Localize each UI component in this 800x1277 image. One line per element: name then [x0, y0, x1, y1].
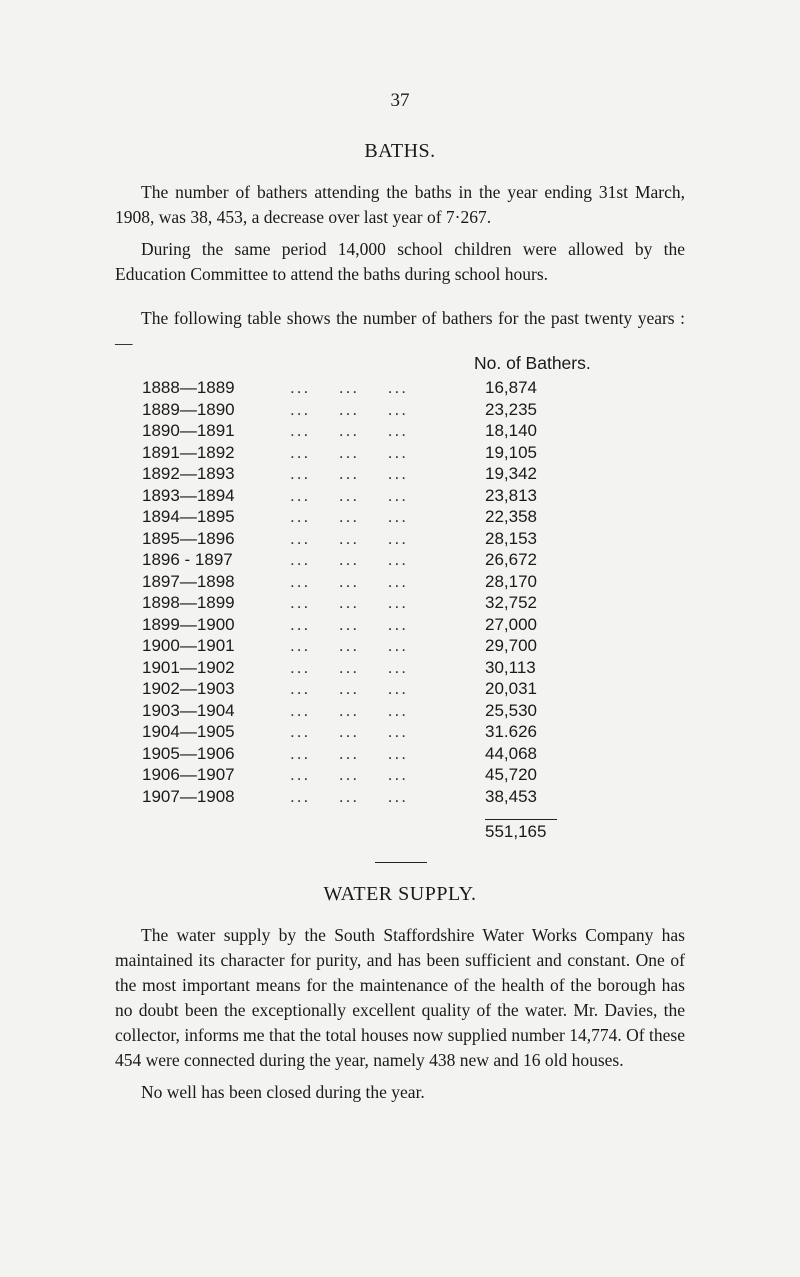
- table-row: [142, 506, 682, 528]
- table-row: [142, 721, 682, 743]
- table-row-year: 1895—1896: [142, 528, 235, 548]
- total-rule: [485, 819, 557, 820]
- table-row-bathers: 38,453: [485, 786, 537, 806]
- table-row-leader-dots: ... ... ...: [290, 485, 408, 505]
- table-row-bathers: 26,672: [485, 550, 537, 569]
- table-row-leader-dots: ... ... ...: [290, 550, 408, 569]
- table-row: [142, 420, 682, 442]
- table-row-bathers: 31.626: [485, 722, 537, 741]
- table-row-bathers: 18,140: [485, 421, 537, 440]
- table-row: [142, 657, 682, 679]
- table-row-year: 1892—1893: [142, 464, 235, 483]
- bathers-total: 551,165: [485, 822, 547, 841]
- table-row-bathers: 28,170: [485, 571, 537, 591]
- table-row: [142, 442, 682, 464]
- table-row-leader-dots: ... ... ...: [290, 442, 408, 462]
- table-row-bathers: 16,874: [485, 378, 537, 397]
- table-row-bathers: 19,105: [485, 442, 537, 462]
- table-row-leader-dots: ... ... ...: [290, 507, 408, 526]
- table-row-bathers: 29,700: [485, 636, 537, 655]
- table-row-bathers: 25,530: [485, 700, 537, 720]
- bathers-table-rows: [142, 377, 682, 807]
- water-supply-paragraph-1: The water supply by the South Staffordshire Water Works Company has maintained its character for purity, and has been sufficient and constant. One of the most important means for the maintenance of the health of the borough has no doubt been the exceptionally excellent quality of the water. Mr. Davies, the collector, informs me that the total houses now supplied number 14,774. Of these 454 were connected during the year, namely 438 new and 16 old houses.: [115, 925, 685, 1070]
- table-row: [142, 485, 682, 507]
- table-row-leader-dots: ... ... ...: [290, 722, 408, 741]
- table-row-leader-dots: ... ... ...: [290, 571, 408, 591]
- table-row: [142, 614, 682, 636]
- table-row-leader-dots: ... ... ...: [290, 765, 408, 784]
- table-row-leader-dots: ... ... ...: [290, 786, 408, 806]
- table-row-year: 1899—1900: [142, 614, 235, 634]
- table-row-year: 1901—1902: [142, 657, 235, 677]
- table-row-year: 1905—1906: [142, 743, 235, 763]
- page-number: 37: [390, 90, 410, 111]
- table-row-leader-dots: ... ... ...: [290, 679, 408, 698]
- table-row: [142, 700, 682, 722]
- table-row-year: 1889—1890: [142, 399, 235, 419]
- table-row: [142, 786, 682, 808]
- table-row: [142, 635, 682, 657]
- table-row-year: 1891—1892: [142, 442, 235, 462]
- baths-paragraph-1: The number of bathers attending the baths in the year ending 31st March, 1908, was 38, 453, a decrease over last year of 7·267.: [115, 182, 685, 227]
- table-row: [142, 592, 682, 614]
- table-row-year: 1898—1899: [142, 593, 235, 612]
- table-row-year: 1888—1889: [142, 378, 235, 397]
- table-row-year: 1903—1904: [142, 700, 235, 720]
- table-row: [142, 528, 682, 550]
- table-row-year: 1894—1895: [142, 507, 235, 526]
- table-row-leader-dots: ... ... ...: [290, 614, 408, 634]
- table-row-bathers: 44,068: [485, 743, 537, 763]
- table-row: [142, 743, 682, 765]
- water-supply-paragraph-2: No well has been closed during the year.: [141, 1082, 425, 1102]
- table-row-year: 1893—1894: [142, 485, 235, 505]
- table-row: [142, 377, 682, 399]
- table-row-leader-dots: ... ... ...: [290, 700, 408, 720]
- table-row-leader-dots: ... ... ...: [290, 399, 408, 419]
- baths-heading: BATHS.: [364, 140, 436, 162]
- table-row-leader-dots: ... ... ...: [290, 593, 408, 612]
- table-row-year: 1897—1898: [142, 571, 235, 591]
- table-row-bathers: 23,235: [485, 399, 537, 419]
- table-row: [142, 399, 682, 421]
- table-row-leader-dots: ... ... ...: [290, 464, 408, 483]
- table-row-bathers: 32,752: [485, 593, 537, 612]
- table-row-bathers: 20,031: [485, 679, 537, 698]
- table-row-bathers: 27,000: [485, 614, 537, 634]
- table-row-bathers: 28,153: [485, 528, 537, 548]
- table-row-leader-dots: ... ... ...: [290, 528, 408, 548]
- table-row-year: 1902—1903: [142, 679, 235, 698]
- table-row-year: 1907—1908: [142, 786, 235, 806]
- table-row-bathers: 45,720: [485, 765, 537, 784]
- table-row: [142, 549, 682, 571]
- table-row-bathers: 22,358: [485, 507, 537, 526]
- table-row-leader-dots: ... ... ...: [290, 636, 408, 655]
- table-row-leader-dots: ... ... ...: [290, 657, 408, 677]
- table-row-leader-dots: ... ... ...: [290, 378, 408, 397]
- table-row-year: 1896 - 1897: [142, 550, 233, 569]
- table-row-leader-dots: ... ... ...: [290, 743, 408, 763]
- table-row-year: 1890—1891: [142, 421, 235, 440]
- table-row: [142, 764, 682, 786]
- table-row: [142, 678, 682, 700]
- bathers-column-header: No. of Bathers.: [474, 353, 591, 373]
- table-row-bathers: 23,813: [485, 485, 537, 505]
- section-divider: [375, 862, 427, 863]
- table-row-bathers: 30,113: [485, 657, 536, 677]
- table-row-bathers: 19,342: [485, 464, 537, 483]
- table-row-year: 1906—1907: [142, 765, 235, 784]
- table-row-year: 1900—1901: [142, 636, 235, 655]
- table-row-year: 1904—1905: [142, 722, 235, 741]
- water-supply-heading: WATER SUPPLY.: [323, 883, 477, 905]
- baths-paragraph-3: The following table shows the number of bathers for the past twenty years :—: [115, 308, 685, 353]
- table-row-leader-dots: ... ... ...: [290, 421, 408, 440]
- table-row: [142, 463, 682, 485]
- table-row: [142, 571, 682, 593]
- baths-paragraph-2: During the same period 14,000 school children were allowed by the Education Committee to attend the baths during school hours.: [115, 239, 685, 284]
